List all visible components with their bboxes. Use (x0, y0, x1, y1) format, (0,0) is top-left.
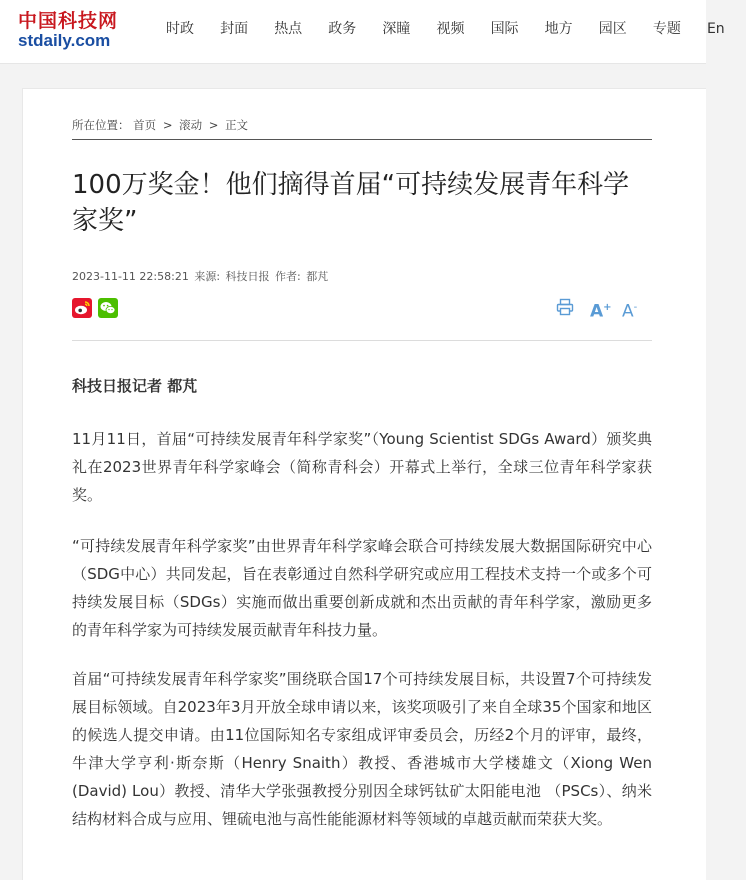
breadcrumb-home[interactable]: 首页 (133, 118, 157, 132)
share-toolbar (72, 296, 652, 322)
article-author: 都芃 (306, 270, 329, 283)
font-decrease-button[interactable] (622, 298, 637, 322)
nav-item-politics[interactable]: 时政 (166, 21, 194, 37)
site-header (0, 0, 725, 64)
minus-icon: - (633, 302, 638, 313)
nav-item-hot[interactable]: 热点 (274, 21, 303, 37)
print-icon[interactable] (556, 298, 574, 316)
font-increase-button[interactable] (590, 298, 612, 322)
wechat-share-icon[interactable] (98, 298, 118, 318)
nav-item-government[interactable]: 政务 (328, 21, 357, 37)
weibo-share-icon[interactable] (72, 298, 92, 318)
nav-item-local[interactable]: 地方 (544, 21, 573, 37)
site-logo[interactable] (18, 10, 128, 54)
nav-item-park[interactable]: 园区 (598, 21, 627, 37)
font-decrease-label: A (622, 301, 634, 322)
nav-item-cover[interactable]: 封面 (220, 21, 249, 37)
article-divider (72, 340, 652, 341)
main-nav (166, 18, 746, 40)
nav-item-international[interactable]: 国际 (490, 21, 519, 37)
plus-icon: + (603, 302, 612, 313)
breadcrumb-prefix: 所在位置： (72, 118, 130, 132)
author-label: 作者: (275, 270, 301, 283)
article-title: 100万奖金！他们摘得首届“可持续发展青年科学家奖” (72, 170, 630, 236)
article-datetime: 2023-11-11 22:58:21 (72, 270, 189, 283)
source-label: 来源: (194, 270, 221, 283)
article-paragraph: 11月11日，首届“可持续发展青年科学家奖”（Young Scientist SDGs Award）颁奖典礼在2023世界青年科学家峰会（简称青科会）开幕式上举行，全球三位青年科学家获奖。 (72, 430, 652, 504)
logo-english: stdaily.com (18, 31, 111, 50)
font-increase-label: A (590, 301, 604, 322)
logo-chinese: 中国科技网 (18, 10, 119, 32)
breadcrumb-separator: > (162, 118, 173, 132)
nav-item-video[interactable]: 视频 (436, 21, 465, 37)
breadcrumb (72, 117, 248, 133)
article-byline: 科技日报记者 都芃 (72, 377, 198, 395)
article-meta (72, 268, 330, 284)
breadcrumb-current: 正文 (225, 118, 249, 132)
nav-item-deep[interactable]: 深瞳 (382, 21, 411, 37)
nav-item-english[interactable]: En (706, 21, 725, 37)
article-source: 科技日报 (225, 270, 270, 283)
article-paragraph: “可持续发展青年科学家奖”由世界青年科学家峰会联合可持续发展大数据国际研究中心（SDG中心）共同发起，旨在表彰通过自然科学研究或应用工程技术支持一个或多个可持续发展目标（SDGs）实施而做出重要创新成就和杰出贡献的青年科学家，激励更多的青年科学家为可持续发展贡献青年科技力量。 (72, 537, 652, 639)
article-card (22, 88, 706, 880)
breadcrumb-scroll[interactable]: 滚动 (179, 118, 203, 132)
nav-item-topics[interactable]: 专题 (652, 21, 681, 37)
breadcrumb-separator: > (208, 118, 219, 132)
article-paragraph: 首届“可持续发展青年科学家奖”围绕联合国17个可持续发展目标，共设置7个可持续发展目标领域。自2023年3月开放全球申请以来，该奖项吸引了来自全球35个国家和地区的候选人提交申请。由11位国际知名专家组成评审委员会，历经2个月的评审，最终，牛津大学亨利·斯奈斯（Henry Snaith）教授、香港城市大学楼雄文（Xiong Wen (David) Lou）教授、清华大学张强教授分别因全球钙钛矿太阳能电池 （PSCs）、纳米结构材料合成与应用、锂硫电池与高性能能源材料等领域的卓越贡献而荣获大奖。 (72, 670, 652, 828)
breadcrumb-divider (72, 139, 652, 140)
